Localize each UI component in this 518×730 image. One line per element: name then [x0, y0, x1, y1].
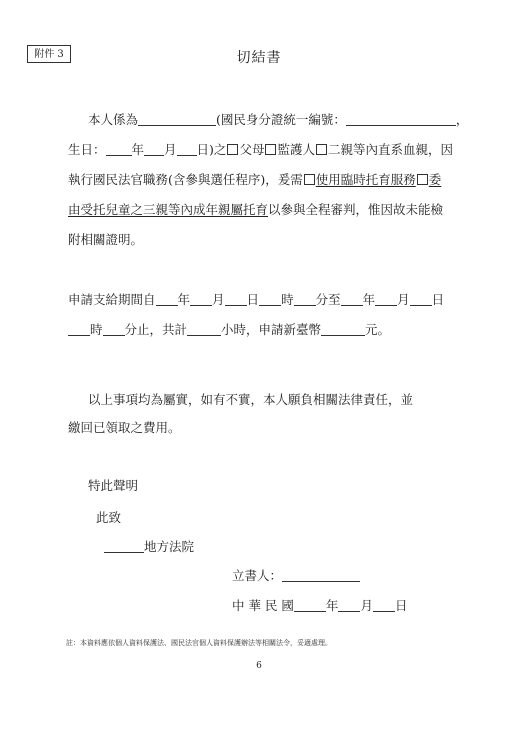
court-name-blank[interactable] [104, 540, 144, 553]
birth-year-blank[interactable] [106, 143, 132, 156]
page-title: 切結書 [236, 50, 282, 66]
attachment-label: 附件 3 [27, 45, 71, 63]
court-line [104, 539, 194, 555]
text: ， [455, 112, 469, 127]
salutation-text: 此致 [96, 510, 122, 525]
text: 分止，共計 [124, 322, 188, 337]
para1-line1 [88, 112, 468, 128]
text: 月 [164, 142, 177, 157]
text: 時 [281, 292, 294, 307]
text: 小時，申請新臺幣 [221, 322, 322, 337]
text: 執行國民法官職務(含參與選任程序)，爰需 [68, 172, 303, 187]
text: 元。 [365, 322, 391, 337]
text: 由受托兒童之三親等內成年親屬托育 [68, 202, 269, 217]
parent-checkbox[interactable] [227, 144, 238, 155]
text: 以參與全程審判，惟因故未能檢 [268, 202, 444, 217]
end-hour-blank[interactable] [68, 323, 90, 336]
para2-line1 [68, 292, 444, 308]
start-day-blank[interactable] [225, 293, 247, 306]
text: 監護人 [277, 142, 315, 157]
text: 時 [90, 322, 103, 337]
end-month-blank[interactable] [375, 293, 397, 306]
start-hour-blank[interactable] [259, 293, 281, 306]
signer-label: 立書人： [232, 568, 283, 583]
para1-line5: 附相關證明。 [68, 232, 144, 247]
roc-label: 中 華 民 國 [232, 598, 294, 613]
footnote: 註：本資料應依個人資料保護法、國民法官個人資料保護辦法等相關法令，妥適處理。 [66, 639, 332, 647]
start-minute-blank[interactable] [294, 293, 316, 306]
signer-name-blank[interactable] [282, 569, 360, 582]
start-month-blank[interactable] [190, 293, 212, 306]
text: 日)之 [196, 142, 227, 157]
para3-line1: 以上事項均為屬實，如有不實，本人願負相關法律責任，並 [88, 392, 414, 407]
start-year-blank[interactable] [156, 293, 178, 306]
declaration-text: 特此聲明 [88, 478, 139, 493]
text: 本人係為 [88, 112, 139, 127]
guardian-checkbox[interactable] [265, 144, 276, 155]
id-number-blank[interactable] [346, 113, 456, 126]
text: 日 [246, 292, 260, 307]
para2-line2 [68, 322, 390, 338]
text: 父母 [239, 142, 265, 157]
end-day-blank[interactable] [410, 293, 432, 306]
para3-line2: 繳回已領取之費用。 [68, 420, 181, 435]
relative-checkbox[interactable] [316, 144, 327, 155]
text: 年 [362, 292, 376, 307]
birth-month-blank[interactable] [144, 143, 164, 156]
text: 月 [360, 598, 373, 613]
text: 日 [431, 292, 445, 307]
text: (國民身分證統一編號： [216, 112, 346, 127]
text: 生日： [68, 142, 106, 157]
para1-line2 [68, 142, 453, 158]
sign-month-blank[interactable] [338, 599, 360, 612]
amount-blank[interactable] [321, 323, 365, 336]
text: 年 [177, 292, 191, 307]
childcare-service-checkbox[interactable] [304, 174, 315, 185]
text: 分至 [315, 292, 341, 307]
para1-line3 [68, 172, 441, 188]
sign-year-blank[interactable] [294, 599, 326, 612]
birth-day-blank[interactable] [177, 143, 197, 156]
text: 年 [325, 598, 339, 613]
text: 月 [212, 292, 225, 307]
page-number: 6 [256, 661, 262, 671]
end-minute-blank[interactable] [103, 323, 125, 336]
relative-care-checkbox[interactable] [417, 174, 428, 185]
text: 年 [131, 142, 145, 157]
text: 二親等內直系血親，因 [327, 142, 453, 157]
end-year-blank[interactable] [341, 293, 363, 306]
text: 地方法院 [144, 539, 195, 554]
text: 申請支給期間自 [68, 292, 156, 307]
date-line [232, 598, 407, 614]
text: 月 [397, 292, 410, 307]
sign-day-blank[interactable] [373, 599, 395, 612]
text: 委 [428, 172, 442, 187]
total-hours-blank[interactable] [187, 323, 221, 336]
text: 日 [394, 598, 408, 613]
text: 使用臨時托育服務 [315, 172, 416, 187]
signer-line [232, 568, 360, 584]
para1-line4 [68, 202, 443, 218]
name-blank[interactable] [138, 113, 216, 126]
